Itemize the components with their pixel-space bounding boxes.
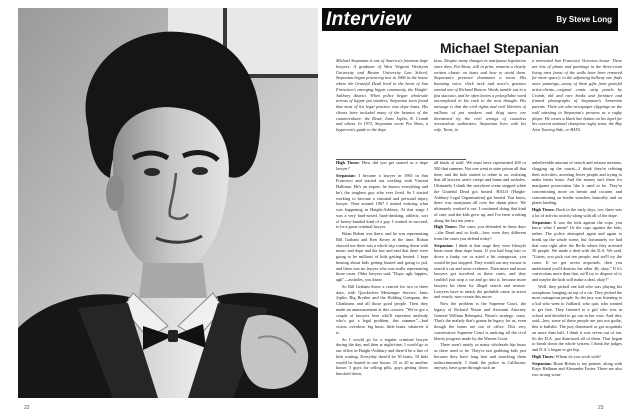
qa-text: There aren't nearly as many wholesale hip busts as there used to be. They're not grabbing kids just because they have long hair and searching them indiscriminately. I think the police in California, anyway, have gone through such an — [434, 342, 526, 371]
qa-text: So I would go be a regular criminal lawyer during the day, and then at night-time, I would go to our office in Haight-Ashbury and there'd be a line of kids waiting. Everyday there'd be 30 busts, 10 kids would be busted in one house, 15 or 20 in another house, 5 guys for selling pills, guys getting doors knocked down, — [336, 336, 428, 376]
intro-paragraph: Michael Stepanian is one of America's foremost dope lawyers. A graduate of West Virginia Wesleyan University and Boston University Law School, Stepanian began practicing law in 1966 in the house where the Grateful Dead lived in the heart of San Francisco's emerging hippie community, the Haight-Ashbury district. When police began wholesale arrests of hippie pot smokers, Stepanian soon found that most of his legal practice was dope busts. His clients have included many of the beanies of the counterculture: the Dead, Janis Joplin, R. Crumb and others. In 1973, Stepanian wrote Pot Shots, a layperson's guide to the dope — [336, 58, 428, 132]
qa-paragraph — [434, 301, 526, 341]
section-header-bar — [322, 8, 618, 31]
qa-text: unbelievable amount of search and seizure motions, clogging up the courts—I think they're refining their activities, arresting fewer people and trying to make better busts. And the money isn't there for marijuana prosecution like it used to be. They're concentrating more on heroin and cocaine, and concentrating on border searches, basically, and on plates landing. — [532, 160, 622, 206]
qa-paragraph — [532, 361, 622, 378]
intro-column-1 — [336, 58, 428, 156]
qa-paragraph — [532, 160, 622, 206]
qa-text: Brian Rohan was there, and he was representing Bill Graham and Ken Kesey at the time. Rohan showed me there was a whole trip coming down with music and dope and the law and said that there were going to be millions of kids getting busted. I kept hearing about kids getting busted and going to jail, and there was no lawyer who was really representing those cases. Older lawyers said, "Dope, ugh, hippies, ugh"—assholes, you know. — [336, 231, 428, 282]
qa-column-1 — [336, 160, 428, 402]
intro-paragraph: a renovated San Francisco Victorian house. There are lots of plants and paintings in the three-room living area (most of the walls have been removed for more space); in the adjoining hallway one finds more paintings—many of them gifts from grateful artist-clients—original comic strip panels by Crumb, old and rare books and furniture and framed photographs of Stepanian's Armenian parents. There are also newspaper clippings on the wall attesting to Stepanian's prowess as a rugby player. He wears a black bar button on his lapel for his current national champion rugby team, the Bay Area Touring Side, or BATS. — [532, 58, 622, 132]
qa-text: I became a lawyer in 1965 in San Francisco and started out working with Vincent Hallinan. He's an expert; he knows everything and he's the toughest guy who ever lived. So I started working to become a criminal and personal injury lawyer. Then around 1967 I started noticing what was happening in Haight-Ashbury. At that stage I was a very hard-nosed, hard-drinking, athletic, sort of heavy-handed kind of a guy. I wanted to succeed, to be a great criminal lawyer. — [336, 172, 428, 230]
qa-paragraph — [336, 284, 428, 336]
qa-paragraph — [532, 354, 622, 360]
qa-speaker: High Times: — [434, 224, 458, 230]
qa-speaker: Stepanian: — [532, 360, 552, 366]
qa-text: It was the kids against the cops, you know what I mean? Or the cops against the kids, rather. The police attempted again and again to break up the whole scene, but fortunately we had that case right after the Be-In where they arrested 56 people. We made a deal with the D.A. We said, "Listen, you pick out ten people, and we'll try the cases. If we get seven acquittals, then you understand you'll dismiss the other 46, okay." If it's convictions more than that, we'll try to dispose of it; and maybe the kids will make a deal, okay?" — [532, 219, 622, 282]
qa-text: So Bill Graham threw a concert for two or three days, with Quicksilver Messenger Service, Janis Joplin, Big Brother and the Holding Company, the Charlatans and all those good people. Then they made an announcement at this concert: "We've got a couple of lawyers here who'll represent anybody who's got a legal problem, this summer"—bad vision, overdose, big busts, little busts, whatever it is. — [336, 283, 428, 335]
qa-text: Well, they picked one kid who was playing his saxophone, banging on top of a car. They picked the most outrageous people. So the jury was listening to a kid who went to Juilliard, who quit, who wanted to get free. They listened to a girl who was in school and decided to go out in her own. And they said—hey, some of these people are just not guilty, this is bullshit. The jury dismissed or got acquittals on more than half, I think it was seven out of ten. So the D.A. just dismissed all of them. That began to break down the whole system. I think the judges and D.A.'s began to get hip. — [532, 283, 622, 352]
qa-column-2 — [434, 160, 526, 402]
qa-text: Whom do you work with? — [555, 353, 601, 359]
qa-speaker: Stepanian: — [336, 172, 356, 178]
qa-paragraph — [336, 160, 428, 172]
section-title: Interview — [326, 9, 412, 30]
page-number-left: 22 — [24, 405, 30, 411]
portrait-photo — [18, 8, 318, 398]
intro-column-3 — [532, 58, 622, 156]
qa-text: Brian Rohan is my partner, along with Kayo Hallinan and Alexander Foster. There are also two strong wom- — [532, 360, 622, 377]
qa-paragraph — [336, 337, 428, 377]
intro-paragraph: laws. Despite many changes in marijuana legislation since then, Pot Shots, still in print, remains a clearly written classic on busts and how to avoid them. Stepanian's presence dominates a room. His booming voice, thick neck and actor's gestures remind one of Richard Burton. Words tumble out in a fast staccato, and he often leaves a polysyllabic word uncompleted in his rush to the next thought. His message is that the civil rights and civil liberties of millions of pot smokers and drug users are threatened by the civil wrongs of countless overzealous authorities. Stepanian lives with his wife, Tanis, in — [434, 58, 526, 132]
qa-text: I think at that stage they were lifestyle busts more than dope busts. If you had long hair or drove a funky car or acted a bit outrageous, you would be just stopped. They would use any excuse to search a car and seize evidence. Then more and more lawyers got involved in these cases, and they couldn't just stop a car and go into it, because more lawyers hit them for illegal search and seizure. Lawyers have to attack the probable cause in arrest and search; narc-create this move. — [434, 242, 526, 300]
qa-speaker: High Times: — [532, 353, 555, 359]
qa-paragraph — [434, 224, 526, 241]
qa-paragraph — [336, 231, 428, 283]
article-headline: Michael Stepanian — [440, 40, 559, 56]
qa-text: Back in the early days, too, there was a lot of activist activity along with all of the dope. — [532, 207, 622, 218]
qa-speaker: Stepanian: — [434, 242, 454, 248]
qa-text: all kinds of stuff. We must have represented 400 or 500 that summer. Not one went to state prison all that time; and the kids started to relate to us, realizing that all lawyers aren't creeps and bums and assholes. Ultimately I think the storefront scene stopped when the Grateful Dead got busted. HALO (Haight-Ashbury Legal Organization) got busted. You know, there was marijuana all over the damn place. We ultimately worked it out. I continued doing that kind of case, and the kids grew up, and I've been working along the last ten years. — [434, 160, 526, 223]
page-number-right: 23 — [598, 405, 604, 411]
qa-paragraph — [532, 284, 622, 353]
portrait-illustration — [18, 8, 318, 398]
qa-paragraph — [434, 243, 526, 301]
qa-text: How did you get started as a dope lawyer? — [336, 160, 428, 171]
byline: By Steve Long — [556, 15, 612, 24]
intro-column-2 — [434, 58, 526, 156]
qa-column-3 — [532, 160, 622, 402]
qa-paragraph — [434, 342, 526, 371]
qa-paragraph — [434, 160, 526, 223]
qa-paragraph — [532, 207, 622, 219]
qa-paragraph — [532, 220, 622, 283]
qa-speaker: Stepanian: — [532, 219, 552, 225]
qa-text: Now the problem is the Supreme Court, the legacy of Richard Nixon and Assistant Attorney General William Rehnquist. Nixon's strategy: crazy. That's the malady that's gonna be legacy for us, even though the burns are out of office. This very conservative Supreme Court is undoing all the civil liberty progress made by the Warren Court. — [434, 301, 526, 341]
qa-paragraph — [336, 173, 428, 231]
qa-speaker: High Times: — [532, 207, 555, 212]
qa-speaker: High Times: — [336, 160, 360, 165]
qa-text: The cases you defended in those days—the Dead and so forth—how were they different from the cases you defend today? — [434, 224, 526, 241]
